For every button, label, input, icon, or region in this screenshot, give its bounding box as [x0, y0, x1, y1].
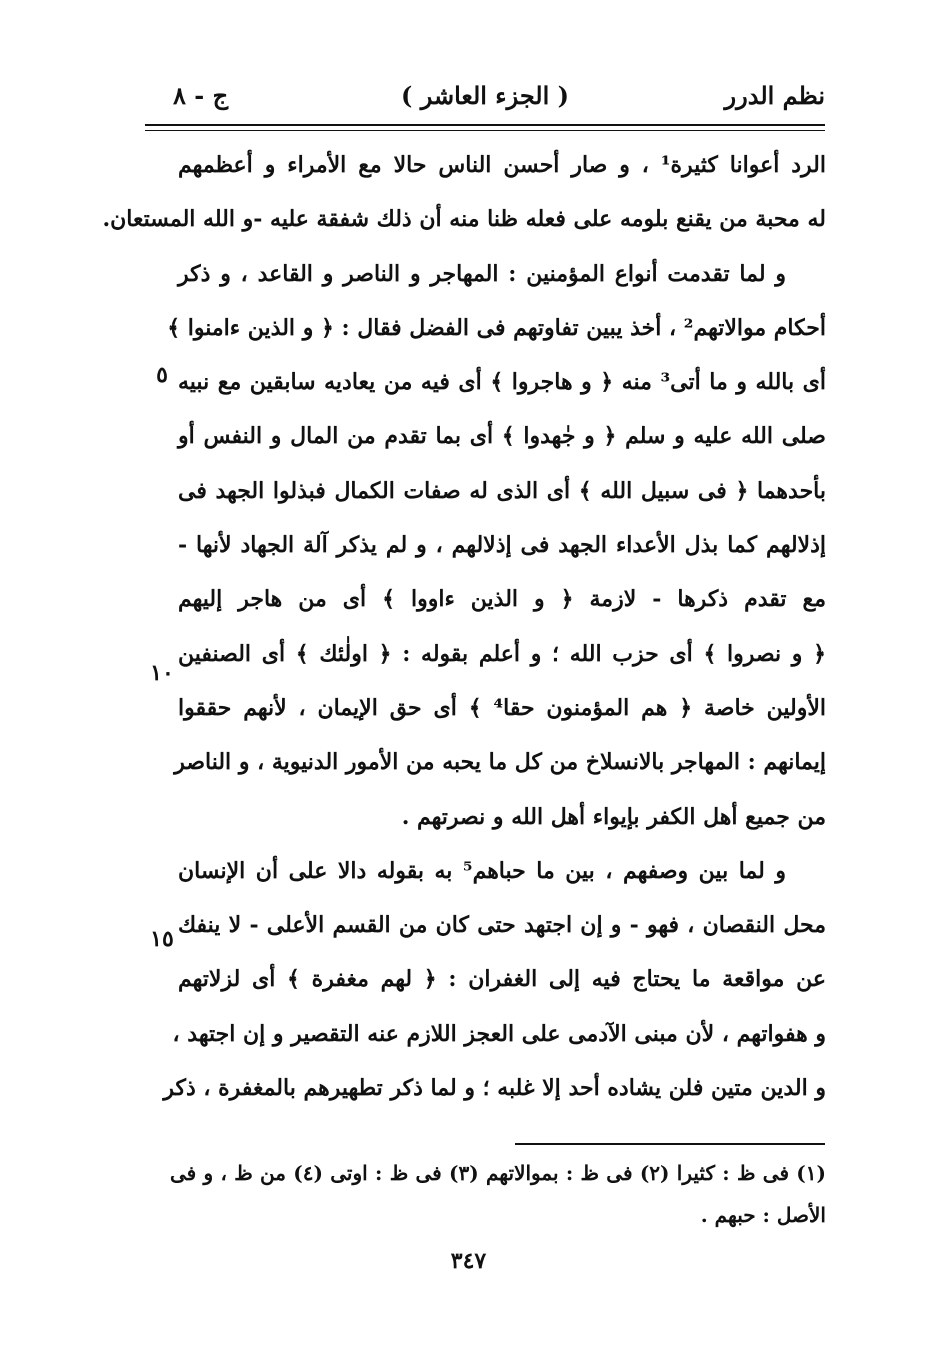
text-line: إيمانهم : المهاجر بالانسلاخ من كل ما يحبه من الأمور الدنيوية ، و الناصر — [174, 749, 826, 776]
page-number: ٣٤٧ — [450, 1248, 487, 1274]
text-line: أى بالله و ما أتى³ منه ﴿ و هاجروا ﴾ أى فيه من يعاديه سابقين مع نبيه — [178, 369, 827, 396]
text-line: مع تقدم ذكرها - لازمة ﴿ و الذين ءاووا ﴾ أى من هاجر إليهم — [178, 586, 826, 613]
text-line: من جميع أهل الكفر بإيواء أهل الله و نصرتهم . — [401, 803, 826, 830]
footnote-line: الأصل : حبهم . — [700, 1203, 826, 1227]
text-line: أحكام موالاتهم² ، أخذ يبين تفاوتهم فى الفضل فقال : ﴿ و الذين ءامنوا ﴾ — [167, 314, 826, 341]
header-rule-thin — [145, 130, 825, 131]
book-title: نظم الدرر — [724, 81, 825, 110]
footnote-line: (١) فى ظ : كثيرا (٢) فى ظ : بموالاتهم (٣) فى ظ : اوتى (٤) من ظ ، و فى — [170, 1161, 826, 1185]
text-line: الأولين خاصة ﴿ هم المؤمنون حقا⁴ ﴾ أى حق الإيمان ، لأنهم حققوا — [178, 694, 826, 721]
text-line: محل النقصان ، فهو - و إن اجتهد حتى كان من القسم الأعلى - لا ينفك — [178, 912, 826, 939]
part-label: ج - ٨ — [173, 81, 229, 110]
header-rule-thick — [145, 124, 825, 126]
text-line: صلى الله عليه و سلم ﴿ و جٰهدوا ﴾ أى بما تقدم من المال و النفس أو — [178, 423, 826, 450]
text-line: عن مواقعة ما يحتاج فيه إلى الغفران : ﴿ لهم مغفرة ﴾ أى لزلاتهم — [178, 966, 826, 993]
volume-title: ( الجزء العاشر ) — [401, 81, 569, 110]
text-line: بأحدهما ﴿ فى سبيل الله ﴾ أى الذى له صفات الكمال فبذلوا الجهد فى — [178, 477, 826, 504]
line-number-5: ٥ — [156, 362, 168, 388]
running-header — [145, 76, 825, 116]
text-line: و هفواتهم ، لأن مبنى الآدمى على العجز اللازم عنه التقصير و إن اجتهد ، — [172, 1020, 826, 1047]
text-line: ﴿ و نصروا ﴾ أى حزب الله ؛ و أعلم بقوله : ﴿ اولٰئك ﴾ أى الصنفين — [178, 640, 826, 667]
text-line: له محبة من يقنع بلومه على فعله ظنا منه أن ذلك شفقة عليه -و الله المستعان. — [102, 206, 826, 233]
text-line: و لما بين وصفهم ، بين ما حباهم⁵ به بقوله دالا على أن الإنسان — [178, 857, 786, 884]
line-number-15: ١٥ — [150, 926, 174, 952]
text-line: و الدين متين فلن يشاده أحد إلا غلبه ؛ و لما ذكر تطهيرهم بالمغفرة ، ذكر — [163, 1075, 826, 1102]
text-line: الرد أعوانا كثيرة¹ ، و صار أحسن الناس حالا مع الأمراء و أعظمهم — [178, 152, 826, 178]
text-line: و لما تقدمت أنواع المؤمنين : المهاجر و الناصر و القاعد ، و ذكر — [178, 260, 786, 287]
line-number-10: ١٠ — [150, 660, 174, 686]
text-line: إذلالهم كما بذل الأعداء الجهد فى إذلالهم ، و لم يذكر آلة الجهاد لأنها - — [178, 532, 826, 559]
footnote-rule — [515, 1143, 825, 1145]
footnotes — [170, 1152, 826, 1236]
